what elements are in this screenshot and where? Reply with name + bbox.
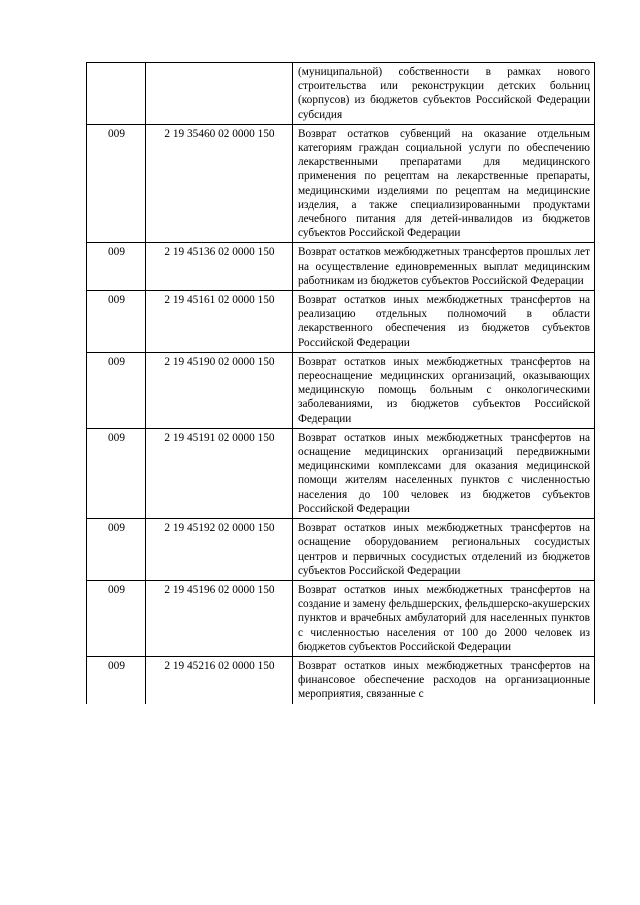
table-row (87, 124, 595, 243)
table-row (87, 352, 595, 428)
revenue-name-cell: Возврат остатков иных межбюджетных трансфертов на переоснащение медицинских организаций, оказывающих медицинскую помощь больным с онкологическими заболеваниями, из бюджетов субъектов Российской Федерации (293, 352, 595, 428)
revenue-name-cell: Возврат остатков субвенций на оказание отдельным категориям граждан социальной услуги по обеспечению лекарственными препаратами для медицинского применения по рецептам на лекарственные препараты, медицинскими изделиями по рецептам на медицинские изделия, а также специализированными продуктами лечебного питания для детей-инвалидов из бюджетов субъектов Российской Федерации (293, 124, 595, 243)
revenue-name-cell: Возврат остатков иных межбюджетных трансфертов на финансовое обеспечение расходов на организационные мероприятия, связанные с (293, 656, 595, 703)
kbk-code-cell: 2 19 45216 02 0000 150 (146, 656, 293, 703)
table-row (87, 519, 595, 581)
table-row (87, 63, 595, 125)
admin-code-cell: 009 (87, 124, 146, 243)
table-body (87, 63, 595, 704)
admin-code-cell: 009 (87, 519, 146, 581)
table-row (87, 428, 595, 518)
kbk-code-cell: 2 19 45196 02 0000 150 (146, 580, 293, 656)
revenue-name-cell: Возврат остатков иных межбюджетных трансфертов на оснащение оборудованием региональных сосудистых центров и первичных сосудистых отделений из бюджетов субъектов Российской Федерации (293, 519, 595, 581)
kbk-code-cell (146, 63, 293, 125)
revenue-name-cell: (муниципальной) собственности в рамках нового строительства или реконструкции детских больниц (корпусов) из бюджетов субъектов Российской Федерации субсидия (293, 63, 595, 125)
revenue-name-cell: Возврат остатков иных межбюджетных трансфертов на оснащение медицинских организаций передвижными медицинскими комплексами для оказания медицинской помощи жителям населенных пунктов с численностью населения до 100 человек из бюджетов субъектов Российской Федерации (293, 428, 595, 518)
table-row (87, 580, 595, 656)
admin-code-cell: 009 (87, 656, 146, 703)
kbk-code-cell: 2 19 45191 02 0000 150 (146, 428, 293, 518)
table-row (87, 656, 595, 703)
revenue-name-cell: Возврат остатков межбюджетных трансфертов прошлых лет на осуществление единовременных выплат медицинским работникам из бюджетов субъектов Российской Федерации (293, 243, 595, 291)
kbk-code-cell: 2 19 45192 02 0000 150 (146, 519, 293, 581)
kbk-code-cell: 2 19 45161 02 0000 150 (146, 291, 293, 353)
admin-code-cell: 009 (87, 580, 146, 656)
revenue-name-cell: Возврат остатков иных межбюджетных трансфертов на создание и замену фельдшерских, фельдшерско-акушерских пунктов и врачебных амбулаторий для населенных пунктов с численностью населения от 100 до 2000 человек из бюджетов субъектов Российской Федерации (293, 580, 595, 656)
kbk-code-cell: 2 19 35460 02 0000 150 (146, 124, 293, 243)
admin-code-cell: 009 (87, 243, 146, 291)
kbk-code-cell: 2 19 45190 02 0000 150 (146, 352, 293, 428)
budget-classification-table (86, 62, 595, 704)
table-row (87, 291, 595, 353)
admin-code-cell (87, 63, 146, 125)
table-row (87, 243, 595, 291)
admin-code-cell: 009 (87, 352, 146, 428)
admin-code-cell: 009 (87, 291, 146, 353)
kbk-code-cell: 2 19 45136 02 0000 150 (146, 243, 293, 291)
revenue-name-cell: Возврат остатков иных межбюджетных трансфертов на реализацию отдельных полномочий в области лекарственного обеспечения из бюджетов субъектов Российской Федерации (293, 291, 595, 353)
admin-code-cell: 009 (87, 428, 146, 518)
